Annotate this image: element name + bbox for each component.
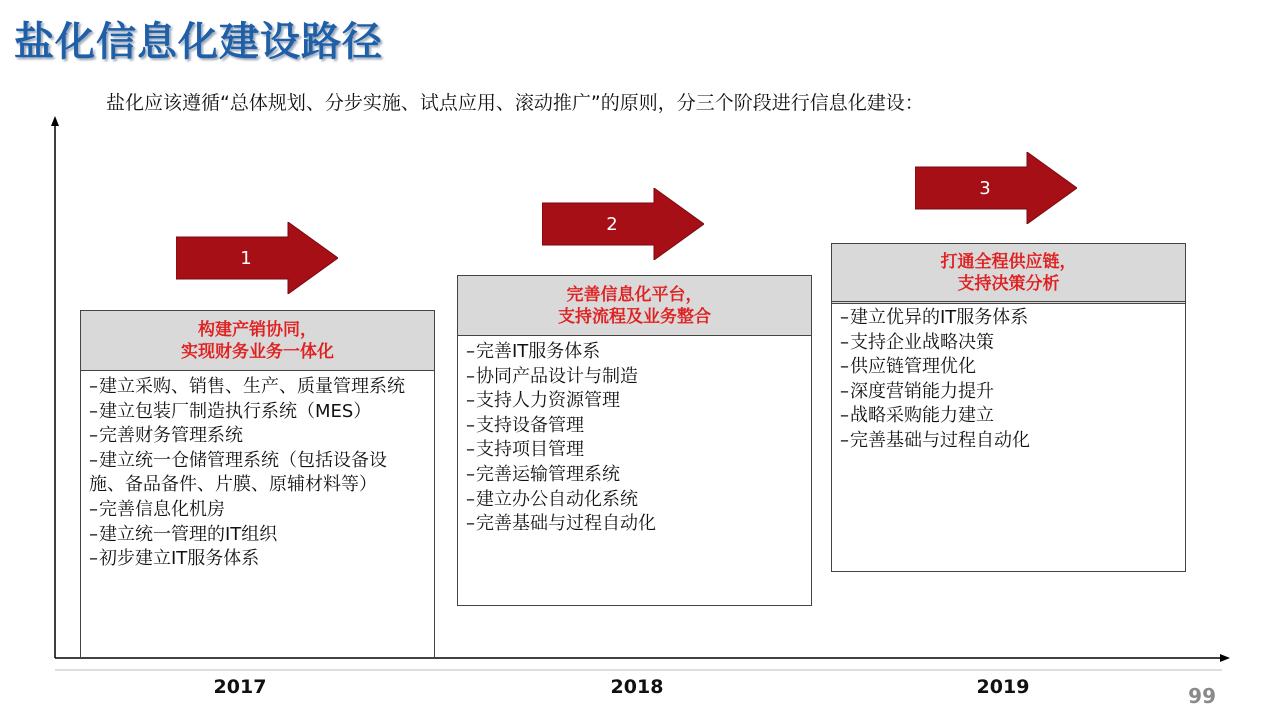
stage-box-2018 (457, 275, 812, 606)
list-item: –建立统一管理的IT组织 (89, 523, 278, 545)
list-item: –初步建立IT服务体系 (89, 548, 260, 570)
list-item: –完善财务管理系统 (89, 425, 243, 447)
list-item: –深度营销能力提升 (840, 380, 994, 402)
stage-heading (832, 244, 1185, 304)
stage-item-list (81, 371, 434, 572)
page-number: 99 (1188, 684, 1216, 708)
list-item: –完善信息化机房 (89, 498, 225, 520)
stage-heading-line-1: 打通全程供应链， (940, 251, 1077, 272)
stage-arrow-3 (915, 152, 1077, 224)
list-item: –支持设备管理 (466, 414, 584, 436)
year-label-2019: 2019 (976, 676, 1030, 698)
stage-heading-line-2: 实现财务业务一体化 (181, 341, 334, 362)
intro-text: 盐化应该遵循“总体规划、分步实施、试点应用、滚动推广”的原则，分三个阶段进行信息化建设： (106, 92, 924, 114)
stage-item-list (832, 304, 1185, 454)
stage-heading-line-1: 完善信息化平台， (566, 284, 703, 305)
list-item: –建立包装厂制造执行系统（MES） (89, 400, 372, 422)
list-item: –协同产品设计与制造 (466, 365, 638, 387)
stage-heading-line-1: 构建产销协同， (198, 319, 317, 340)
list-item: –建立办公自动化系统 (466, 488, 638, 510)
stage-box-2017 (80, 310, 435, 658)
list-item: –完善运输管理系统 (466, 463, 620, 485)
stage-heading (458, 276, 811, 336)
year-label-2018: 2018 (610, 676, 664, 698)
stage-number-1: 1 (240, 247, 252, 269)
stage-heading-line-2: 支持流程及业务整合 (558, 306, 711, 327)
page-title: 盐化信息化建设路径 (14, 19, 383, 65)
list-item: –供应链管理优化 (840, 356, 976, 378)
list-item: –建立统一仓储管理系统（包括设备设施、备品备件、片膜、原辅材料等） (89, 449, 387, 496)
stage-arrow-2 (542, 188, 704, 260)
stage-item-list (458, 336, 811, 537)
x-axis-arrowhead (1220, 654, 1230, 662)
stage-number-2: 2 (606, 213, 618, 235)
list-item: –完善基础与过程自动化 (466, 513, 656, 535)
list-item: –支持企业战略决策 (840, 331, 994, 353)
stage-heading-line-2: 支持决策分析 (957, 273, 1060, 294)
list-item: –完善基础与过程自动化 (840, 429, 1030, 451)
y-axis-arrowhead (51, 116, 59, 126)
year-label-2017: 2017 (213, 676, 267, 698)
list-item: –建立优异的IT服务体系 (840, 307, 1029, 328)
stage-arrow-1 (176, 222, 338, 294)
list-item: –支持项目管理 (466, 439, 584, 461)
list-item: –战略采购能力建立 (840, 405, 994, 427)
list-item: –建立采购、销售、生产、质量管理系统 (89, 376, 405, 397)
stage-heading (81, 311, 434, 371)
list-item: –支持人力资源管理 (466, 390, 620, 412)
stage-number-3: 3 (979, 177, 991, 199)
list-item: –完善IT服务体系 (466, 341, 601, 362)
stage-box-2019 (831, 243, 1186, 572)
